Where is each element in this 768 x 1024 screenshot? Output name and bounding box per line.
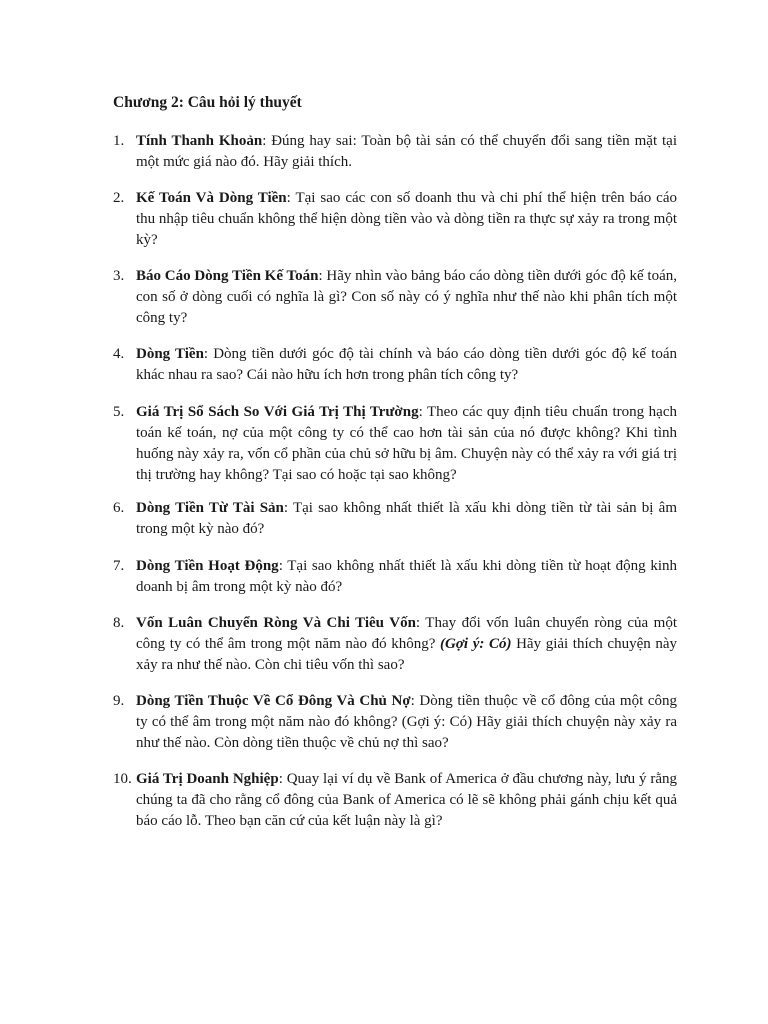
question-number: 4. <box>113 346 125 362</box>
question-label: Tính Thanh Khoản <box>136 133 263 149</box>
question-10 <box>113 769 677 832</box>
question-2 <box>113 188 677 251</box>
question-number: 7. <box>113 558 125 574</box>
question-text: : Đúng hay sai: Toàn bộ tài sản có thể chuyển đổi sang tiền mặt tại một mức giá nào đó. Hãy giải thích. <box>136 133 677 170</box>
question-7 <box>113 556 677 598</box>
question-text: : Theo các quy định tiêu chuẩn trong hạch toán kế toán, nợ của một công ty có thể cao hơn tài sản của nó được không? Khi tình huống này xảy ra, vốn cổ phần của chủ sở hữu bị âm. Chuyện này có thể xảy ra với giá trị thị trường hay không? Tại sao có hoặc tại sao không? <box>136 404 677 483</box>
question-number: 3. <box>113 268 125 284</box>
question-text: : Tại sao không nhất thiết là xấu khi dòng tiền từ hoạt động kinh doanh bị âm trong một kỳ nào đó? <box>136 558 677 595</box>
question-1 <box>113 131 677 173</box>
question-4 <box>113 344 677 386</box>
question-9 <box>113 691 677 754</box>
question-text: : Dòng tiền thuộc về cổ đông của một công ty có thể âm trong một năm nào đó không? (Gợi ý: Có) Hãy giải thích chuyện này xảy ra như thế nào. Còn dòng tiền thuộc về chủ nợ thì sao? <box>136 693 677 751</box>
question-3 <box>113 266 677 329</box>
question-label: Báo Cáo Dòng Tiền Kế Toán <box>136 268 319 284</box>
question-5 <box>113 402 677 486</box>
question-6 <box>113 498 677 540</box>
question-number: 8. <box>113 615 125 631</box>
question-number: 2. <box>113 190 125 206</box>
question-label: Dòng Tiền Từ Tài Sản <box>136 500 284 516</box>
question-label: Dòng Tiền <box>136 346 204 362</box>
question-label: Dòng Tiền Hoạt Động <box>136 558 279 574</box>
question-hint: (Gợi ý: Có) <box>440 636 512 652</box>
question-text: : Quay lại ví dụ về Bank of America ở đầu chương này, lưu ý rằng chúng ta đã cho rằng cổ đông của Bank of America có lẽ sẽ không phải gánh chịu kết quả báo cáo lỗ. Theo bạn căn cứ của kết luận này là gì? <box>136 771 678 829</box>
question-text-after: Hãy giải thích chuyện này xảy ra như thế nào. Còn chi tiêu vốn thì sao? <box>136 636 678 673</box>
question-8 <box>113 613 677 676</box>
question-text: : Hãy nhìn vào bảng báo cáo dòng tiền dưới góc độ kế toán, con số ở dòng cuối có nghĩa là gì? Con số này có ý nghĩa như thế nào khi phân tích một công ty? <box>136 268 677 326</box>
question-number: 1. <box>113 133 125 149</box>
question-number: 6. <box>113 500 125 516</box>
question-label: Giá Trị Sổ Sách So Với Giá Trị Thị Trường <box>136 404 419 420</box>
question-label: Dòng Tiền Thuộc Về Cổ Đông Và Chủ Nợ <box>136 693 411 709</box>
question-number: 10. <box>113 771 132 787</box>
question-label: Kế Toán Và Dòng Tiền <box>136 190 287 206</box>
question-text: : Thay đổi vốn luân chuyển ròng của một công ty có thể âm trong một năm nào đó không? <box>136 615 678 652</box>
page-title: Chương 2: Câu hỏi lý thuyết <box>113 94 302 111</box>
question-text: : Dòng tiền dưới góc độ tài chính và báo cáo dòng tiền dưới góc độ kế toán khác nhau ra sao? Cái nào hữu ích hơn trong phân tích công ty? <box>136 346 677 383</box>
question-number: 5. <box>113 404 125 420</box>
question-label: Giá Trị Doanh Nghiệp <box>136 771 279 787</box>
question-number: 9. <box>113 693 125 709</box>
question-label: Vốn Luân Chuyển Ròng Và Chi Tiêu Vốn <box>136 615 416 631</box>
question-text: : Tại sao các con số doanh thu và chi phí thể hiện trên báo cáo thu nhập tiêu chuẩn không thể hiện dòng tiền vào và dòng tiền ra thực sự xảy ra trong một kỳ? <box>136 190 677 248</box>
question-text: : Tại sao không nhất thiết là xấu khi dòng tiền từ tài sản bị âm trong một kỳ nào đó? <box>136 500 677 537</box>
